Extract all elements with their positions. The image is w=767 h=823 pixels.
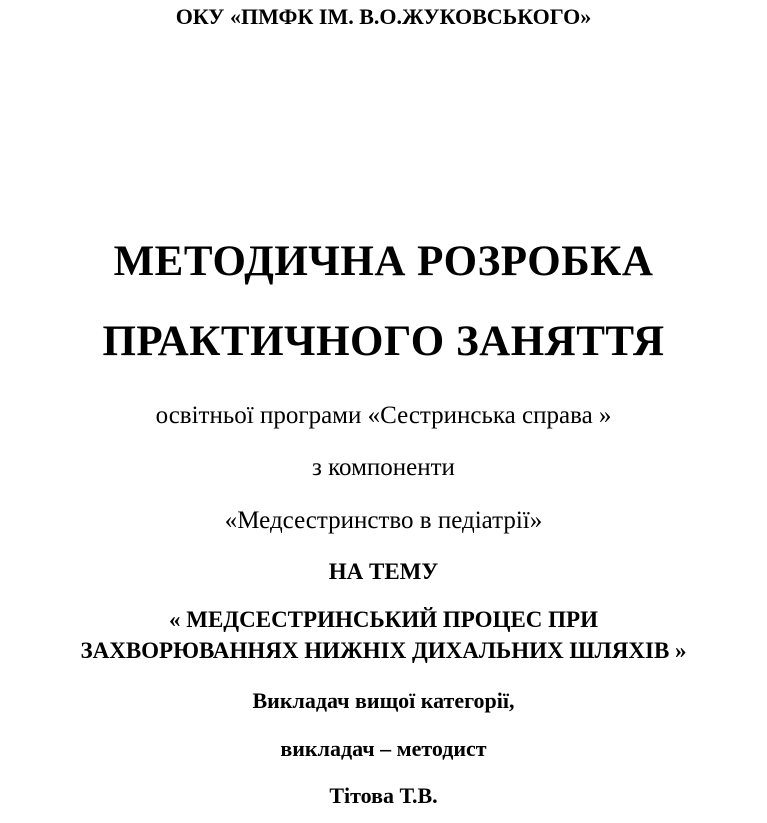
document-title-line-1: МЕТОДИЧНА РОЗРОБКА bbox=[113, 238, 654, 285]
institution-name: ОКУ «ПМФК ІМ. В.О.ЖУКОВСЬКОГО» bbox=[175, 4, 592, 29]
educational-program: освітньої програми «Сестринська справа » bbox=[155, 402, 612, 429]
topic-title-line-1: « МЕДСЕСТРИНСЬКИЙ ПРОЦЕС ПРИ bbox=[169, 607, 598, 632]
author-role-line-1: Викладач вищої категорії, bbox=[252, 688, 515, 713]
topic-title-line-2: ЗАХВОРЮВАННЯХ НИЖНІХ ДИХАЛЬНИХ ШЛЯХІВ » bbox=[80, 638, 687, 663]
document-title-line-2: ПРАКТИЧНОГО ЗАНЯТТЯ bbox=[102, 318, 665, 365]
author-name: Тітова Т.В. bbox=[329, 783, 438, 808]
author-role-line-2: викладач – методист bbox=[280, 736, 487, 761]
component-label: з компоненти bbox=[312, 454, 455, 481]
component-name: «Медсестринство в педіатрії» bbox=[224, 507, 543, 534]
topic-label: НА ТЕМУ bbox=[328, 559, 439, 584]
